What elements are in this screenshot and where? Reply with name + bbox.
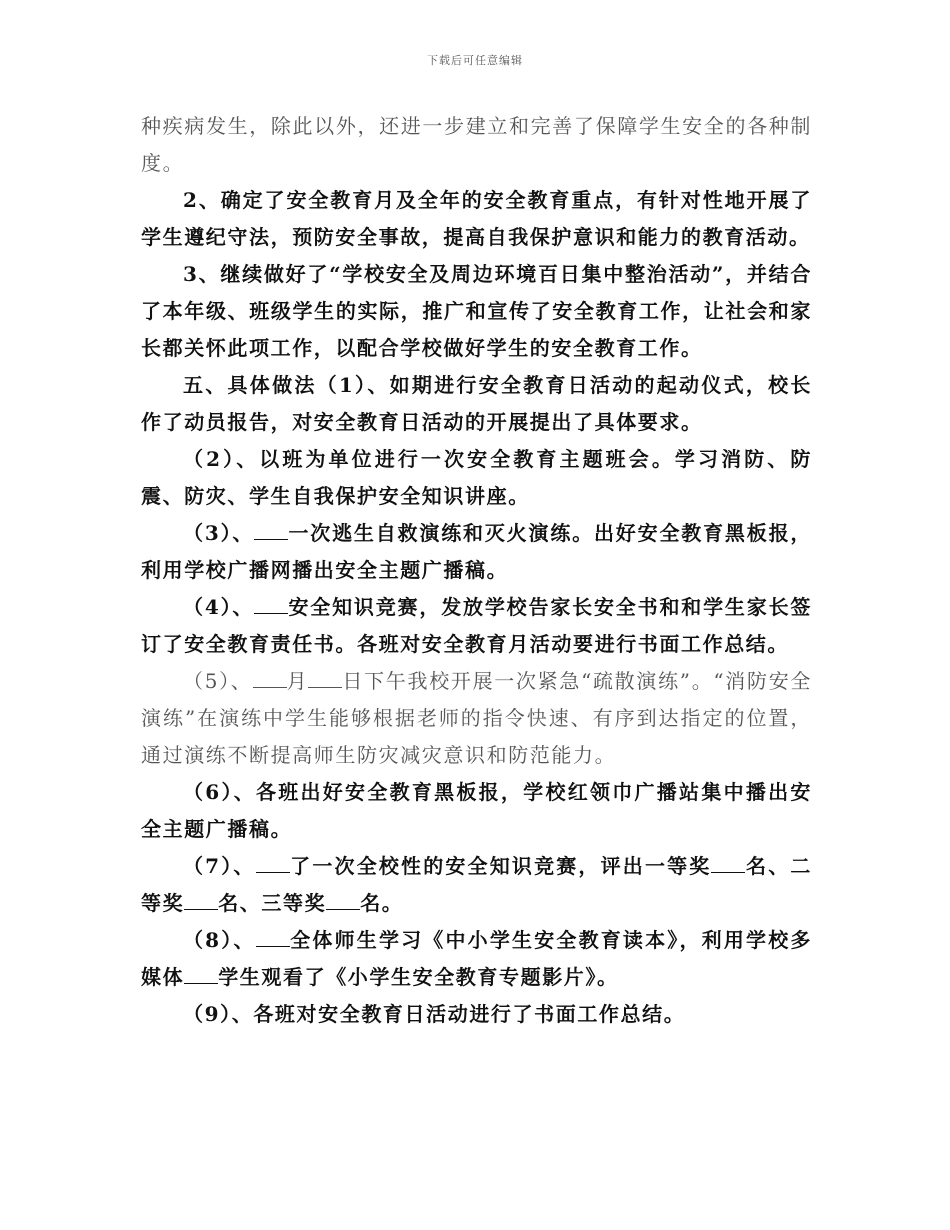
paragraph-text: 月: [286, 669, 309, 693]
document-body: [141, 108, 812, 1033]
paragraph-step-8: [141, 922, 812, 996]
fill-blank: [256, 928, 290, 947]
fill-blank: [254, 521, 288, 540]
fill-blank: [253, 669, 287, 688]
paragraph-text: （8）、: [183, 928, 256, 952]
paragraph-continuation: [141, 108, 812, 182]
paragraph-text: 2、确定了安全教育月及全年的安全教育重点，有针对性地开展了学生遵纪守法，预防安全事故，提高自我保护意识和能力的教育活动。: [141, 188, 812, 249]
paragraph-text: （4）、: [183, 595, 255, 619]
paragraph-text: 名、三等奖: [218, 891, 327, 915]
paragraph-step-4: [141, 589, 812, 663]
paragraph-text: 3、继续做好了“学校安全及周边环境百日集中整治活动”，并结合了本年级、班级学生的实际，推广和宣传了安全教育工作，让社会和家长都关怀此项工作，以配合学校做好学生的安全教育工作。: [141, 262, 812, 360]
paragraph-item-2: [141, 182, 812, 256]
paragraph-text: 全体师生学习《中小学生安全教育读本》，利用学校多媒体: [141, 928, 812, 989]
fill-blank: [308, 669, 342, 688]
paragraph-text: （7）、: [183, 854, 256, 878]
paragraph-text: （9）、各班对安全教育日活动进行了书面工作总结。: [183, 1002, 686, 1026]
fill-blank: [711, 854, 745, 873]
paragraph-section-5: [141, 367, 812, 441]
paragraph-step-6: [141, 774, 812, 848]
paragraph-text: 日下午我校开展一次紧急“疏散演练”。“消防安全演练”在演练中学生能够根据老师的指令快速、有序到达指定的位置，通过演练不断提高师生防灾减灾意识和防范能力。: [141, 669, 812, 767]
page-header: 下载后可任意编辑: [427, 54, 523, 67]
paragraph-text: 名、二等奖: [141, 854, 812, 915]
paragraph-step-9: [141, 996, 812, 1033]
fill-blank: [254, 595, 288, 614]
paragraph-step-3: [141, 515, 812, 589]
paragraph-text: （3）、: [183, 521, 255, 545]
paragraph-text: 了一次全校性的安全知识竞赛，评出一等奖: [289, 854, 712, 878]
paragraph-step-7: [141, 848, 812, 922]
paragraph-text: 安全知识竞赛，发放学校告家长安全书和和学生家长签订了安全教育责任书。各班对安全教育月活动要进行书面工作总结。: [141, 595, 812, 656]
paragraph-text: 一次逃生自救演练和灭火演练。出好安全教育黑板报，利用学校广播网播出安全主题广播稿。: [141, 521, 812, 582]
fill-blank: [326, 891, 360, 910]
fill-blank: [184, 965, 218, 984]
paragraph-item-3: [141, 256, 812, 367]
paragraph-step-5: [141, 663, 812, 774]
paragraph-text: 学生观看了《小学生安全教育专题影片》。: [218, 965, 619, 989]
paragraph-text: （5）、: [183, 669, 253, 693]
paragraph-text: 种疾病发生，除此以外，还进一步建立和完善了保障学生安全的各种制度。: [141, 114, 812, 175]
paragraph-text: （6）、各班出好安全教育黑板报，学校红领巾广播站集中播出安全主题广播稿。: [141, 780, 812, 841]
paragraph-text: 五、具体做法（1）、如期进行安全教育日活动的起动仪式，校长作了动员报告，对安全教育日活动的开展提出了具体要求。: [141, 373, 812, 434]
fill-blank: [184, 891, 218, 910]
fill-blank: [256, 854, 290, 873]
paragraph-step-2: [141, 441, 812, 515]
paragraph-text: （2）、以班为单位进行一次安全教育主题班会。学习消防、防震、防灾、学生自我保护安全知识讲座。: [141, 447, 812, 508]
paragraph-text: 名。: [360, 891, 404, 915]
